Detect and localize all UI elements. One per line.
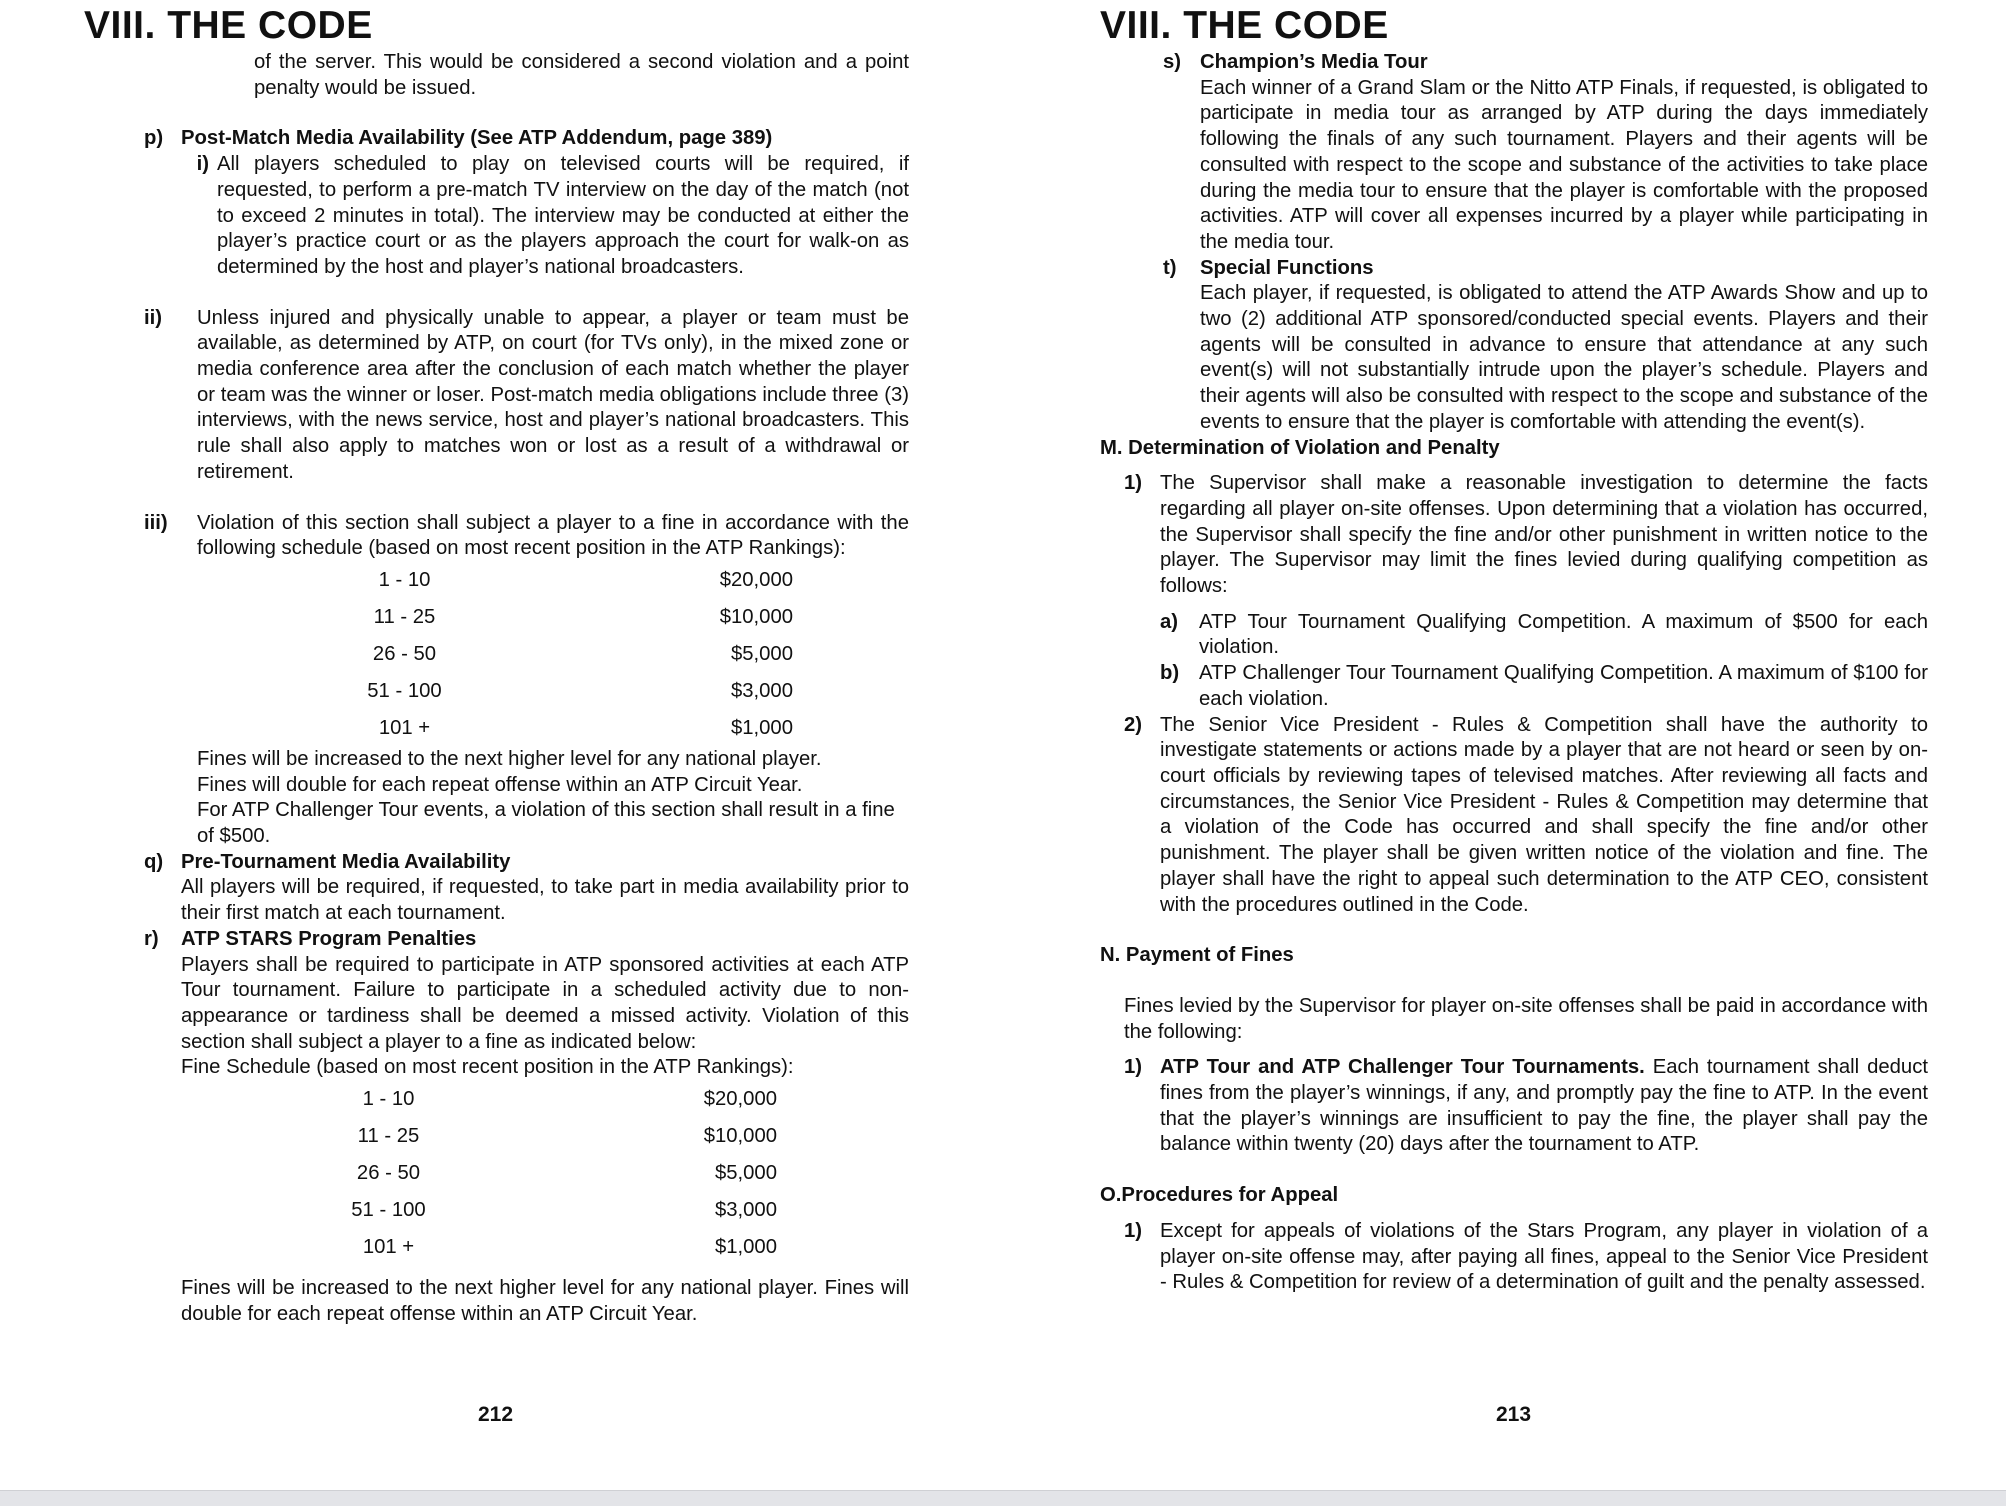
section-r <box>144 927 909 1328</box>
fine-amount: $5,000 <box>730 642 793 665</box>
item-text: ATP Challenger Tour Tournament Qualifying Competition. A maximum of $100 for each violation. <box>1199 662 1928 710</box>
left-column <box>144 50 909 1328</box>
section-text: Players shall be required to participate in ATP sponsored activities at each ATP Tour tournament. Failure to participate in a scheduled activity due to non-appearance or tardiness shall be deemed a missed activity. Violation of this section shall subject a player to a fine as indicated below: <box>181 953 909 1053</box>
fine-amount: $1,000 <box>714 1235 777 1258</box>
ranking-range: 11 - 25 <box>357 1124 420 1147</box>
item-label: 1) <box>1124 472 1143 495</box>
section-text: All players will be required, if requested, to take part in media availability prior to their first match at each tournament. <box>181 876 909 925</box>
section-label: r) <box>144 927 159 950</box>
section-p <box>144 126 909 849</box>
fine-schedule-row <box>347 673 793 710</box>
ranking-range: 1 - 10 <box>378 568 431 591</box>
section-s <box>1163 50 1928 256</box>
fine-schedule-row <box>347 636 793 673</box>
item-text <box>1160 1055 1928 1158</box>
subsection-text: Unless injured and physically unable to appear, a player or team must be available, as determined by ATP, on court (for TVs only), in the mixed zone or media conference area after the conclusion of each match whether the player or team was the winner or loser. Post-match media obligations include three (3) interviews, with the news service, host and player’s national broadcasters. This rule shall also apply to matches won or lost as a result of a withdrawal or retirement. <box>197 306 909 483</box>
ranking-range: 26 - 50 <box>356 1161 421 1184</box>
fine-note: Fines will be increased to the next higher level for any national player. Fines will double for each repeat offense within an ATP Circuit Year. <box>181 1277 909 1325</box>
fine-schedule-row <box>347 562 793 599</box>
ranking-range: 101 + <box>378 716 431 739</box>
fine-schedule-row <box>331 1229 777 1266</box>
section-heading-m: M. Determination of Violation and Penalty <box>1100 436 1500 459</box>
subsection-label: iii) <box>144 511 168 534</box>
subsection-label: ii) <box>144 306 163 329</box>
section-heading: ATP STARS Program Penalties <box>181 927 477 950</box>
item-m-1-b <box>1160 661 1928 712</box>
fine-note: Fines will double for each repeat offense within an ATP Circuit Year. <box>197 773 803 796</box>
section-label: p) <box>144 127 164 150</box>
fine-schedule-row <box>331 1081 777 1118</box>
ranking-range: 1 - 10 <box>362 1087 415 1110</box>
subsection-text: Violation of this section shall subject a player to a fine in accordance with the following schedule (based on most recent position in the ATP Rankings): <box>197 511 909 560</box>
ranking-range: 11 - 25 <box>373 605 436 628</box>
item-n-1 <box>1124 1055 1928 1158</box>
item-label: b) <box>1160 662 1180 685</box>
page-number: 212 <box>478 1403 514 1426</box>
right-page <box>1003 0 2006 1490</box>
fine-schedule-row <box>347 599 793 636</box>
item-label: a) <box>1160 610 1179 633</box>
section-heading-o: O.Procedures for Appeal <box>1100 1184 1339 1207</box>
subsection-label: i) <box>196 153 209 176</box>
subsection-i <box>173 152 909 281</box>
item-label: 2) <box>1124 713 1143 736</box>
item-m-2 <box>1124 713 1928 919</box>
section-heading: Champion’s Media Tour <box>1200 51 1428 73</box>
page-title: VIII. THE CODE <box>84 4 373 47</box>
fine-schedule-row <box>331 1118 777 1155</box>
subsection-text: All players scheduled to play on televised courts will be required, if requested, to perform a pre-match TV interview on the day of the match (not to exceed 2 minutes in total). The interview may be conducted at either the player’s practice court or as the players approach the court for walk-on as determined by the host and player’s national broadcasters. <box>217 153 909 278</box>
item-m-1 <box>1124 471 1928 712</box>
section-t <box>1163 256 1928 436</box>
schedule-intro: Fine Schedule (based on most recent position in the ATP Rankings): <box>181 1056 794 1079</box>
continuation-text: of the server. This would be considered a second violation and a point penalty would be issued. <box>254 51 909 99</box>
viewer-bottom-bar <box>0 1490 2006 1506</box>
ranking-range: 26 - 50 <box>372 642 437 665</box>
item-text: Except for appeals of violations of the Stars Program, any player in violation of a player on-site offense may, after paying all fines, appeal to the Senior Vice President - Rules & Competition for review of a determination of guilt and the penalty assessed. <box>1160 1219 1928 1294</box>
item-label: 1) <box>1124 1219 1143 1242</box>
fine-note: Fines will be increased to the next higher level for any national player. <box>197 747 822 770</box>
page-title: VIII. THE CODE <box>1100 4 1389 47</box>
fine-schedule-table <box>347 562 793 747</box>
ranking-range: 51 - 100 <box>367 679 442 702</box>
section-heading: Pre-Tournament Media Availability <box>181 850 511 873</box>
right-column <box>1100 50 1928 1296</box>
item-text: The Supervisor shall make a reasonable investigation to determine the facts regarding all player on-site offenses. Upon determining that a violation has occurred, the Supervisor shall specify the fine and/or other punishment in written notice to the player. The Supervisor may limit the fines levied during qualifying competition as follows: <box>1160 472 1928 598</box>
item-text: The Senior Vice President - Rules & Competition shall have the authority to investigate statements or actions made by a player that are not heard or seen by on-court officials by reviewing tapes of televised matches. After reviewing all facts and circumstances, the Senior Vice President - Rules & Competition may determine that a violation of the Code has occurred and shall specify the fine and/or other punishment. The player shall be given written notice of the violation and fine. The player shall have the right to appeal such determination to the ATP CEO, consistent with the procedures outlined in the Code. <box>1160 713 1928 916</box>
item-lead: ATP Tour and ATP Challenger Tour Tournaments. <box>1160 1056 1645 1079</box>
section-intro: Fines levied by the Supervisor for player on-site offenses shall be paid in accordance with the following: <box>1124 994 1928 1043</box>
section-heading: Post-Match Media Availability (See ATP Addendum, page 389) <box>181 127 773 150</box>
fine-amount: $5,000 <box>714 1161 777 1184</box>
fine-amount: $3,000 <box>730 679 793 702</box>
section-q <box>144 850 909 927</box>
ranking-range: 51 - 100 <box>351 1198 426 1221</box>
fine-amount: $20,000 <box>719 568 793 591</box>
fine-amount: $1,000 <box>730 716 793 739</box>
fine-schedule-row <box>331 1192 777 1229</box>
fine-note: For ATP Challenger Tour events, a violation of this section shall result in a fine of $500. <box>197 799 895 848</box>
section-heading-n: N. Payment of Fines <box>1100 944 1294 967</box>
section-text: Each player, if requested, is obligated to attend the ATP Awards Show and up to two (2) additional ATP sponsored/conducted special events. Players and their agents will be consulted in advance to ensure that attendance at any such event(s) will not substantially intrude upon the player’s schedule. Players and their agents will also be consulted with respect to the scope and substance of the events to ensure that the player is comfortable with attending the event(s). <box>1200 282 1928 433</box>
item-text: ATP Tour Tournament Qualifying Competition. A maximum of $500 for each violation. <box>1199 610 1928 659</box>
ranking-range: 101 + <box>362 1235 415 1258</box>
item-label: 1) <box>1124 1056 1143 1079</box>
fine-schedule-table <box>331 1081 777 1266</box>
section-label: q) <box>144 850 164 873</box>
subsection-iii <box>144 511 909 850</box>
section-heading: Special Functions <box>1200 256 1374 279</box>
section-text: Each winner of a Grand Slam or the Nitto ATP Finals, if requested, is obligated to participate in media tour as arranged by ATP during the days immediately following the finals of any such tournament. Players and their agents will be consulted with respect to the scope and substance of the activities to take place during the media tour to ensure that the player is comfortable with the proposed activities. ATP will cover all expenses incurred by a player while participating in the media tour. <box>1200 76 1928 253</box>
page-number: 213 <box>1496 1403 1532 1426</box>
section-label: t) <box>1163 256 1177 279</box>
left-page <box>0 0 1003 1490</box>
fine-amount: $10,000 <box>703 1124 777 1147</box>
fine-schedule-row <box>347 710 793 747</box>
fine-schedule-row <box>331 1155 777 1192</box>
item-m-1-a <box>1160 610 1928 661</box>
item-o-1 <box>1124 1219 1928 1296</box>
fine-amount: $10,000 <box>719 605 793 628</box>
fine-amount: $20,000 <box>703 1087 777 1110</box>
subsection-ii <box>144 306 909 486</box>
fine-amount: $3,000 <box>714 1198 777 1221</box>
item-body: Each tournament shall deduct fines from the player’s winnings, if any, and promptly pay the fine to ATP. In the event that the player’s winnings are insufficient to pay the fine, the player shall pay the balance within twenty (20) days after the tournament to ATP. <box>1160 1056 1928 1156</box>
section-label: s) <box>1163 51 1182 73</box>
